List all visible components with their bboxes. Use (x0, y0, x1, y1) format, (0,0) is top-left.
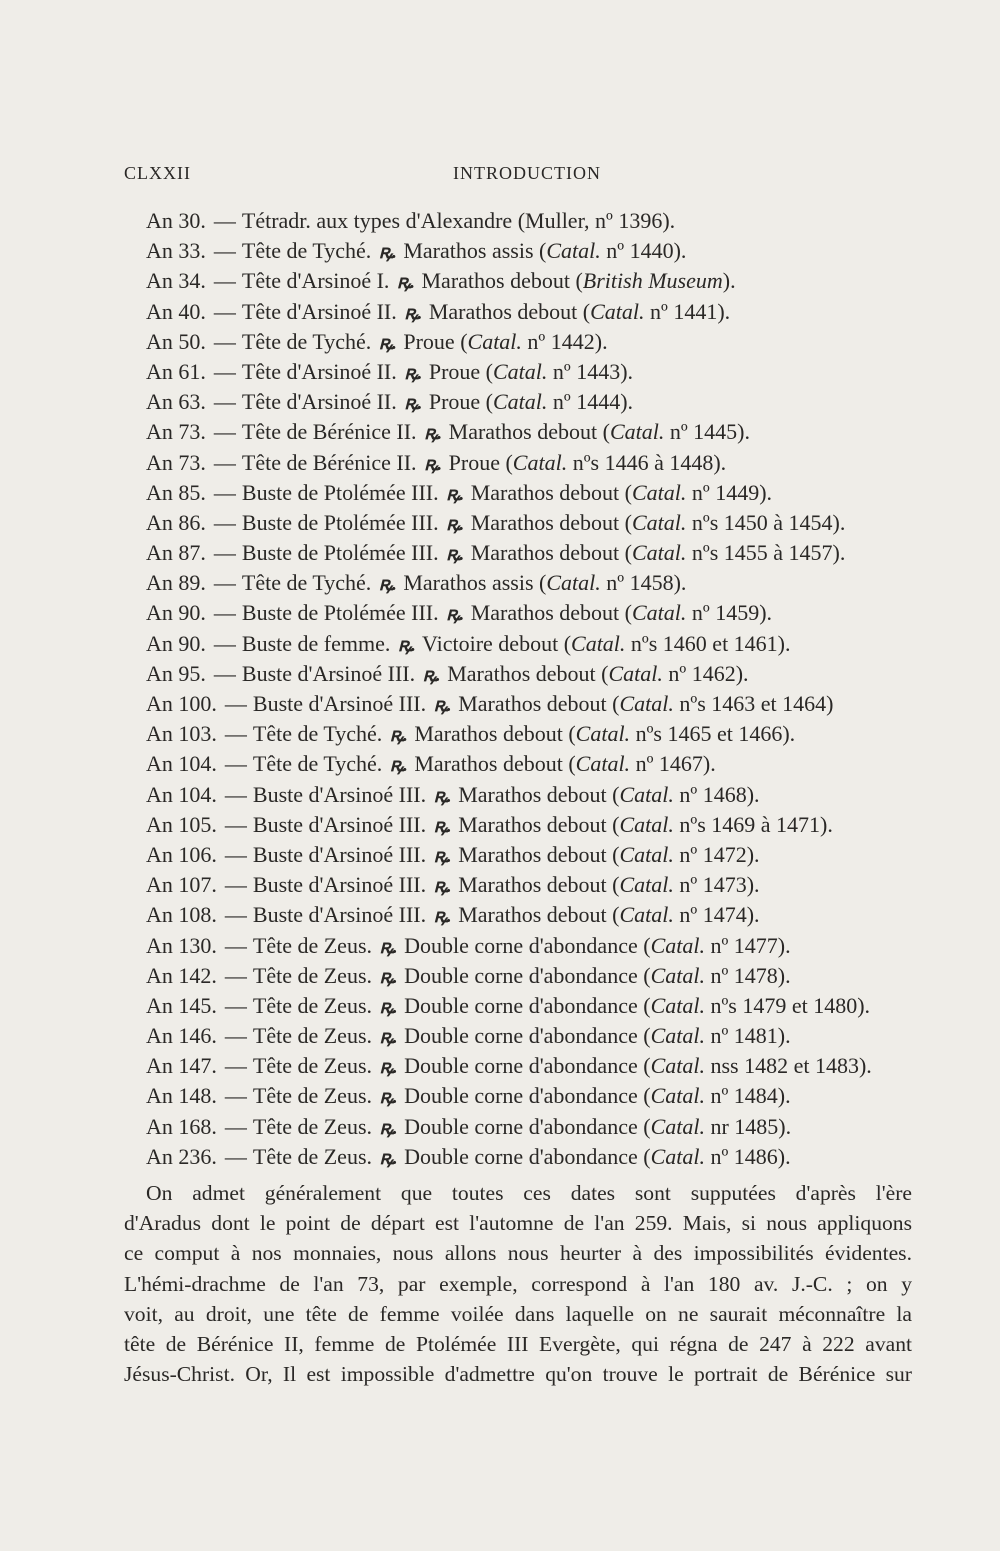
entry-year: An 236. (146, 1143, 217, 1169)
entry-reverse: Marathos debout (458, 811, 607, 837)
running-head: INTRODUCTION (453, 163, 601, 183)
coin-entry: An 40. — Tête d'Arsinoé II. ꝶ. Marathos debout (Catal. nº 1441). (146, 297, 926, 327)
entry-dash: — (224, 841, 247, 867)
entry-reference: nº 1440). (606, 238, 687, 264)
entry-catalogue: Catal. (632, 600, 687, 626)
entry-obverse: Buste d'Arsinoé III. (241, 660, 416, 686)
reverse-symbol: ꝶ. (379, 1117, 397, 1139)
coin-entry: An 148. — Tête de Zeus. ꝶ. Double corne d'abondance (Catal. nº 1484). (146, 1081, 926, 1111)
entry-obverse: Buste de Ptolémée III. (241, 509, 439, 535)
entry-dash: — (224, 781, 247, 807)
entry-reference: nºs 1463 et 1464) (679, 691, 834, 716)
entry-catalogue: Catal. (650, 1023, 705, 1049)
entry-reverse: Marathos debout (470, 479, 620, 505)
entry-year: An 40. (146, 298, 206, 324)
entry-year: An 103. (146, 721, 217, 747)
entry-year: An 142. (146, 962, 217, 988)
entry-reference: nºs 1460 et 1461). (630, 630, 791, 656)
entry-dash: — (224, 721, 247, 747)
entry-reverse: Proue (448, 449, 500, 475)
entry-reference: nº 1458). (606, 570, 687, 596)
reverse-symbol: ꝶ. (424, 423, 442, 445)
entry-catalogue: Catal. (571, 630, 626, 656)
entry-obverse: Buste d'Arsinoé III. (252, 841, 427, 867)
coin-entry: An 73. — Tête de Bérénice II. ꝶ. Marathos debout (Catal. nº 1445). (146, 417, 926, 447)
entry-catalogue: Catal. (575, 751, 631, 777)
entry-dash: — (224, 1023, 247, 1049)
reverse-symbol: ꝶ. (404, 393, 422, 415)
entry-dash: — (224, 992, 247, 1018)
entry-obverse: Buste de Ptolémée III. (241, 479, 439, 505)
page-number: CLXXII (124, 163, 191, 183)
entry-reference: nº 1449). (691, 479, 773, 505)
coin-entry: An 142. — Tête de Zeus. ꝶ. Double corne d'abondance (Catal. nº 1478). (146, 961, 926, 991)
entry-year: An 104. (146, 751, 217, 777)
paragraph-line: voit, au droit, une tête de femme voilée dans laquelle on ne saurait méconnaître la (124, 1301, 912, 1326)
entry-obverse: Tête de Zeus. (252, 992, 372, 1018)
entry-catalogue: Catal. (546, 238, 601, 264)
entry-reference: nº 1467). (635, 751, 716, 777)
reverse-symbol: ꝶ. (379, 1147, 397, 1169)
entry-catalogue: Catal. (632, 479, 687, 505)
entry-reverse: Double corne d'abondance (404, 962, 638, 988)
coin-entry: An 33. — Tête de Tyché. ꝶ. Marathos assis (Catal. nº 1440). (146, 236, 926, 266)
entry-year: An 50. (146, 328, 206, 354)
entry-obverse: Buste d'Arsinoé III. (252, 811, 427, 837)
entry-year: An 89. (146, 570, 206, 596)
entry-reverse: Double corne d'abondance (404, 1023, 638, 1049)
entry-obverse: Tête d'Arsinoé I. (241, 268, 390, 294)
entry-reference: nº 1486). (710, 1143, 791, 1169)
entry-year: An 95. (146, 660, 206, 686)
reverse-symbol: ꝶ. (433, 695, 451, 716)
entry-obverse: Buste de Ptolémée III. (241, 540, 439, 566)
body-paragraph (124, 1178, 912, 1389)
entry-reference: nº 1443). (552, 358, 634, 384)
entry-dash: — (213, 509, 236, 535)
entry-year: An 30. (146, 208, 206, 233)
entry-obverse: Tétradr. aux types d'Alexandre (Muller, nº 1396). (241, 208, 676, 233)
entry-dash: — (213, 328, 236, 354)
entry-catalogue: Catal. (650, 962, 705, 988)
paragraph-line: d'Aradus dont le point de départ est l'automne de l'an 259. Mais, si nous appliquons (124, 1211, 912, 1236)
entry-reverse: Marathos debout (470, 509, 620, 535)
coin-entry: An 90. — Buste de femme. ꝶ. Victoire debout (Catal. nºs 1460 et 1461). (146, 629, 926, 659)
entry-catalogue: Catal. (650, 932, 705, 958)
entry-dash: — (213, 449, 236, 475)
entry-catalogue: Catal. (619, 691, 674, 716)
reverse-symbol: ꝶ. (446, 544, 464, 566)
entry-reverse: Proue (428, 358, 481, 384)
reverse-symbol: ꝶ. (389, 725, 407, 747)
entry-catalogue: Catal. (492, 358, 548, 384)
entry-catalogue: Catal. (619, 811, 674, 837)
entry-reverse: Proue (428, 389, 481, 415)
entry-obverse: Tête de Zeus. (252, 1143, 372, 1169)
entry-reverse: Marathos debout (448, 419, 598, 445)
reverse-symbol: ꝶ. (433, 785, 451, 807)
entry-reference: nº 1472). (679, 841, 760, 867)
entry-dash: — (213, 600, 236, 626)
entry-year: An 108. (146, 902, 217, 928)
coin-entry: An 85. — Buste de Ptolémée III. ꝶ. Marathos debout (Catal. nº 1449). (146, 478, 926, 508)
entry-obverse: Tête de Bérénice II. (241, 449, 417, 475)
entry-catalogue: British Museum (582, 268, 723, 294)
entry-reference: nºs 1469 à 1471). (679, 811, 833, 837)
entry-reference: nº 1474). (679, 902, 760, 928)
entry-dash: — (213, 570, 236, 596)
reverse-symbol: ꝶ. (396, 272, 414, 294)
entry-year: An 146. (146, 1023, 217, 1049)
page-header (124, 163, 824, 193)
entry-reference: nº 1478). (710, 962, 791, 988)
entry-reference: nºs 1479 et 1480). (710, 992, 871, 1018)
entry-obverse: Tête de Bérénice II. (241, 419, 417, 445)
entry-year: An 147. (146, 1053, 217, 1079)
reverse-symbol: ꝶ. (378, 332, 396, 354)
entry-reverse: Double corne d'abondance (404, 932, 638, 958)
entry-obverse: Buste de femme. (241, 630, 391, 656)
entry-dash: — (213, 358, 236, 384)
entry-obverse: Tête d'Arsinoé II. (241, 389, 397, 415)
entry-year: An 145. (146, 992, 217, 1018)
entry-obverse: Buste d'Arsinoé III. (252, 691, 427, 716)
entry-obverse: Tête d'Arsinoé II. (241, 358, 397, 384)
entry-reverse: Marathos debout (414, 751, 563, 777)
entry-catalogue: Catal. (632, 509, 687, 535)
coin-entry: An 50. — Tête de Tyché. ꝶ. Proue (Catal. nº 1442). (146, 327, 926, 357)
coin-entry: An 130. — Tête de Zeus. ꝶ. Double corne d'abondance (Catal. nº 1477). (146, 931, 926, 961)
entry-reverse: Marathos debout (470, 540, 620, 566)
coin-entry: An 104. — Tête de Tyché. ꝶ. Marathos debout (Catal. nº 1467). (146, 749, 926, 779)
reverse-symbol: ꝶ. (446, 604, 464, 626)
entry-catalogue: Catal. (632, 540, 687, 566)
entry-year: An 107. (146, 872, 217, 898)
entry-obverse: Tête d'Arsinoé II. (241, 298, 397, 324)
entry-reverse: Double corne d'abondance (404, 1083, 638, 1109)
coin-entry: An 146. — Tête de Zeus. ꝶ. Double corne d'abondance (Catal. nº 1481). (146, 1021, 926, 1051)
entry-reverse: Marathos assis (403, 238, 534, 264)
entry-obverse: Tête de Tyché. (241, 328, 372, 354)
coin-entry: An 87. — Buste de Ptolémée III. ꝶ. Marathos debout (Catal. nºs 1455 à 1457). (146, 538, 926, 568)
coin-entry: An 107. — Buste d'Arsinoé III. ꝶ. Marathos debout (Catal. nº 1473). (146, 870, 926, 900)
paragraph-line: tête de Bérénice II, femme de Ptolémée III Evergète, qui régna de 247 à 222 avant (124, 1332, 912, 1357)
entry-dash: — (224, 872, 247, 898)
entry-reference: nºs 1455 à 1457). (691, 540, 846, 566)
reverse-symbol: ꝶ. (433, 815, 451, 837)
entry-dash: — (224, 1113, 247, 1139)
entry-reverse: Double corne d'abondance (404, 992, 638, 1018)
entry-year: An 34. (146, 268, 206, 294)
entry-reference: nss 1482 et 1483). (710, 1053, 872, 1079)
entry-year: An 33. (146, 238, 206, 264)
entry-dash: — (213, 479, 236, 505)
entry-catalogue: Catal. (650, 1143, 705, 1169)
paragraph-line: ce comput à nos monnaies, nous allons nous heurter à des impossibilités évidentes. (124, 1241, 912, 1266)
entry-dash: — (224, 902, 247, 928)
entry-year: An 86. (146, 509, 206, 535)
entry-reference: nºs 1465 et 1466). (635, 721, 796, 747)
entry-obverse: Tête de Zeus. (252, 1083, 372, 1109)
entry-obverse: Buste d'Arsinoé III. (252, 872, 427, 898)
entry-reference: nr 1485). (710, 1113, 792, 1139)
reverse-symbol: ꝶ. (379, 1087, 397, 1109)
entry-year: An 100. (146, 691, 217, 716)
entry-catalogue: Catal. (609, 419, 665, 445)
entry-obverse: Tête de Tyché. (241, 570, 372, 596)
paragraph-line: On admet généralement que toutes ces dates sont supputées d'après l'ère (146, 1181, 912, 1205)
coin-entry: An 108. — Buste d'Arsinoé III. ꝶ. Marathos debout (Catal. nº 1474). (146, 900, 926, 930)
entry-obverse: Buste d'Arsinoé III. (252, 902, 427, 928)
coin-entry: An 236. — Tête de Zeus. ꝶ. Double corne d'abondance (Catal. nº 1486). (146, 1142, 926, 1172)
coin-entry: An 145. — Tête de Zeus. ꝶ. Double corne d'abondance (Catal. nºs 1479 et 1480). (146, 991, 926, 1021)
entry-catalogue: Catal. (492, 389, 548, 415)
entry-dash: — (213, 389, 236, 415)
coin-entry: An 61. — Tête d'Arsinoé II. ꝶ. Proue (Catal. nº 1443). (146, 357, 926, 387)
entry-dash: — (213, 268, 236, 294)
entry-dash: — (224, 811, 247, 837)
entry-year: An 90. (146, 630, 206, 656)
entry-dash: — (213, 630, 236, 656)
entry-reference: nº 1459). (691, 600, 773, 626)
paragraph-line: L'hémi-drachme de l'an 73, par exemple, correspond à l'an 180 av. J.-C. ; on y (124, 1271, 912, 1296)
entry-obverse: Tête de Tyché. (252, 751, 383, 777)
reverse-symbol: ꝶ. (378, 574, 396, 596)
entry-catalogue: Catal. (650, 1113, 705, 1139)
coin-entry: An 86. — Buste de Ptolémée III. ꝶ. Marathos debout (Catal. nºs 1450 à 1454). (146, 508, 926, 538)
reverse-symbol: ꝶ. (379, 966, 397, 988)
entry-obverse: Tête de Zeus. (252, 1023, 372, 1049)
reverse-symbol: ꝶ. (433, 876, 451, 898)
coin-entry: An 106. — Buste d'Arsinoé III. ꝶ. Marathos debout (Catal. nº 1472). (146, 840, 926, 870)
entry-reverse: Marathos debout (458, 902, 607, 928)
entry-dash: — (224, 1053, 247, 1079)
entry-obverse: Buste d'Arsinoé III. (252, 781, 427, 807)
entry-year: An 61. (146, 358, 206, 384)
entry-obverse: Tête de Zeus. (252, 1113, 372, 1139)
reverse-symbol: ꝶ. (422, 664, 440, 686)
entry-obverse: Tête de Zeus. (252, 932, 372, 958)
entry-dash: — (213, 298, 236, 324)
coin-list (146, 206, 926, 1172)
reverse-symbol: ꝶ. (397, 634, 415, 656)
coin-entry: An 168. — Tête de Zeus. ꝶ. Double corne d'abondance (Catal. nr 1485). (146, 1112, 926, 1142)
entry-reverse: Double corne d'abondance (404, 1113, 638, 1139)
entry-year: An 85. (146, 479, 206, 505)
entry-reverse: Marathos debout (458, 841, 607, 867)
reverse-symbol: ꝶ. (379, 936, 397, 958)
reverse-symbol: ꝶ. (424, 453, 442, 475)
entry-year: An 168. (146, 1113, 217, 1139)
entry-catalogue: Catal. (546, 570, 601, 596)
reverse-symbol: ꝶ. (404, 362, 422, 384)
entry-dash: — (213, 208, 236, 233)
reverse-symbol: ꝶ. (379, 996, 397, 1018)
entry-year: An 87. (146, 540, 206, 566)
entry-reverse: Marathos debout (458, 872, 607, 898)
entry-reverse: Marathos assis (403, 570, 534, 596)
entry-dash: — (213, 238, 236, 264)
coin-entry: An 147. — Tête de Zeus. ꝶ. Double corne d'abondance (Catal. nss 1482 et 1483). (146, 1051, 926, 1081)
entry-reverse: Marathos debout (447, 660, 596, 686)
reverse-symbol: ꝶ. (404, 302, 422, 324)
entry-obverse: Tête de Tyché. (241, 238, 372, 264)
entry-catalogue: Catal. (619, 841, 674, 867)
entry-catalogue: Catal. (608, 660, 663, 686)
entry-dash: — (224, 962, 247, 988)
entry-reference: nº 1445). (669, 419, 750, 445)
coin-entry: An 90. — Buste de Ptolémée III. ꝶ. Marathos debout (Catal. nº 1459). (146, 598, 926, 628)
entry-obverse: Buste de Ptolémée III. (241, 600, 439, 626)
entry-reference: nºs 1450 à 1454). (691, 509, 846, 535)
coin-entry: An 100. — Buste d'Arsinoé III. ꝶ. Marathos debout (Catal. nºs 1463 et 1464) (146, 689, 926, 719)
entry-catalogue: Catal. (619, 872, 674, 898)
entry-year: An 130. (146, 932, 217, 958)
entry-reverse: Marathos debout (428, 298, 578, 324)
entry-dash: — (224, 1143, 247, 1169)
entry-catalogue: Catal. (575, 721, 631, 747)
entry-reference: nº 1477). (710, 932, 791, 958)
entry-year: An 73. (146, 449, 206, 475)
reverse-symbol: ꝶ. (379, 1057, 397, 1079)
entry-year: An 106. (146, 841, 217, 867)
entry-dash: — (224, 1083, 247, 1109)
entry-obverse: Tête de Tyché. (252, 721, 383, 747)
entry-reference: nº 1468). (679, 781, 760, 807)
coin-entry: An 104. — Buste d'Arsinoé III. ꝶ. Marathos debout (Catal. nº 1468). (146, 780, 926, 810)
entry-catalogue: Catal. (650, 1053, 705, 1079)
entry-reverse: Double corne d'abondance (404, 1053, 638, 1079)
reverse-symbol: ꝶ. (433, 906, 451, 928)
entry-reference: nº 1473). (679, 872, 760, 898)
entry-dash: — (224, 751, 247, 777)
coin-entry: An 95. — Buste d'Arsinoé III. ꝶ. Marathos debout (Catal. nº 1462). (146, 659, 926, 689)
entry-reverse: Proue (403, 328, 455, 354)
entry-reverse: Victoire debout (422, 630, 559, 656)
entry-reference: nº 1481). (710, 1023, 791, 1049)
reverse-symbol: ꝶ. (446, 513, 464, 535)
entry-reference: nº 1444). (552, 389, 634, 415)
entry-reference: nº 1484). (710, 1083, 791, 1109)
entry-reverse: Marathos debout (470, 600, 620, 626)
entry-dash: — (224, 932, 247, 958)
entry-year: An 105. (146, 811, 217, 837)
coin-entry: An 103. — Tête de Tyché. ꝶ. Marathos debout (Catal. nºs 1465 et 1466). (146, 719, 926, 749)
entry-reference: nº 1462). (668, 660, 749, 686)
reverse-symbol: ꝶ. (433, 845, 451, 867)
entry-catalogue: Catal. (619, 902, 674, 928)
reverse-symbol: ꝶ. (378, 242, 396, 264)
entry-dash: — (213, 540, 236, 566)
entry-year: An 73. (146, 419, 206, 445)
entry-reference: nº 1442). (527, 328, 608, 354)
coin-entry (146, 206, 926, 236)
entry-reverse: Marathos debout (458, 781, 607, 807)
entry-year: An 148. (146, 1083, 217, 1109)
entry-reference: ). (722, 268, 736, 294)
entry-year: An 90. (146, 600, 206, 626)
entry-dash: — (224, 691, 247, 716)
entry-reverse: Marathos debout (414, 721, 563, 747)
coin-entry: An 105. — Buste d'Arsinoé III. ꝶ. Marathos debout (Catal. nºs 1469 à 1471). (146, 810, 926, 840)
entry-catalogue: Catal. (467, 328, 522, 354)
entry-catalogue: Catal. (590, 298, 645, 324)
entry-reverse: Double corne d'abondance (404, 1143, 638, 1169)
coin-entry: An 34. — Tête d'Arsinoé I. ꝶ. Marathos debout (British Museum). (146, 266, 926, 296)
coin-entry: An 63. — Tête d'Arsinoé II. ꝶ. Proue (Catal. nº 1444). (146, 387, 926, 417)
entry-catalogue: Catal. (619, 781, 674, 807)
reverse-symbol: ꝶ. (379, 1027, 397, 1049)
entry-reference: nºs 1446 à 1448). (572, 449, 727, 475)
entry-dash: — (213, 660, 236, 686)
reverse-symbol: ꝶ. (389, 755, 407, 777)
entry-catalogue: Catal. (512, 449, 568, 475)
entry-reverse: Marathos debout (421, 268, 570, 294)
entry-obverse: Tête de Zeus. (252, 962, 372, 988)
paragraph-line: Jésus-Christ. Or, Il est impossible d'admettre qu'on trouve le portrait de Bérénice sur (124, 1362, 912, 1387)
entry-catalogue: Catal. (650, 992, 705, 1018)
entry-year: An 104. (146, 781, 217, 807)
entry-reference: nº 1441). (650, 298, 731, 324)
entry-reverse: Marathos debout (458, 691, 607, 716)
entry-obverse: Tête de Zeus. (252, 1053, 372, 1079)
entry-year: An 63. (146, 389, 206, 415)
entry-dash: — (213, 419, 236, 445)
reverse-symbol: ꝶ. (446, 483, 464, 505)
entry-catalogue: Catal. (650, 1083, 705, 1109)
coin-entry: An 73. — Tête de Bérénice II. ꝶ. Proue (Catal. nºs 1446 à 1448). (146, 448, 926, 478)
coin-entry: An 89. — Tête de Tyché. ꝶ. Marathos assis (Catal. nº 1458). (146, 568, 926, 598)
